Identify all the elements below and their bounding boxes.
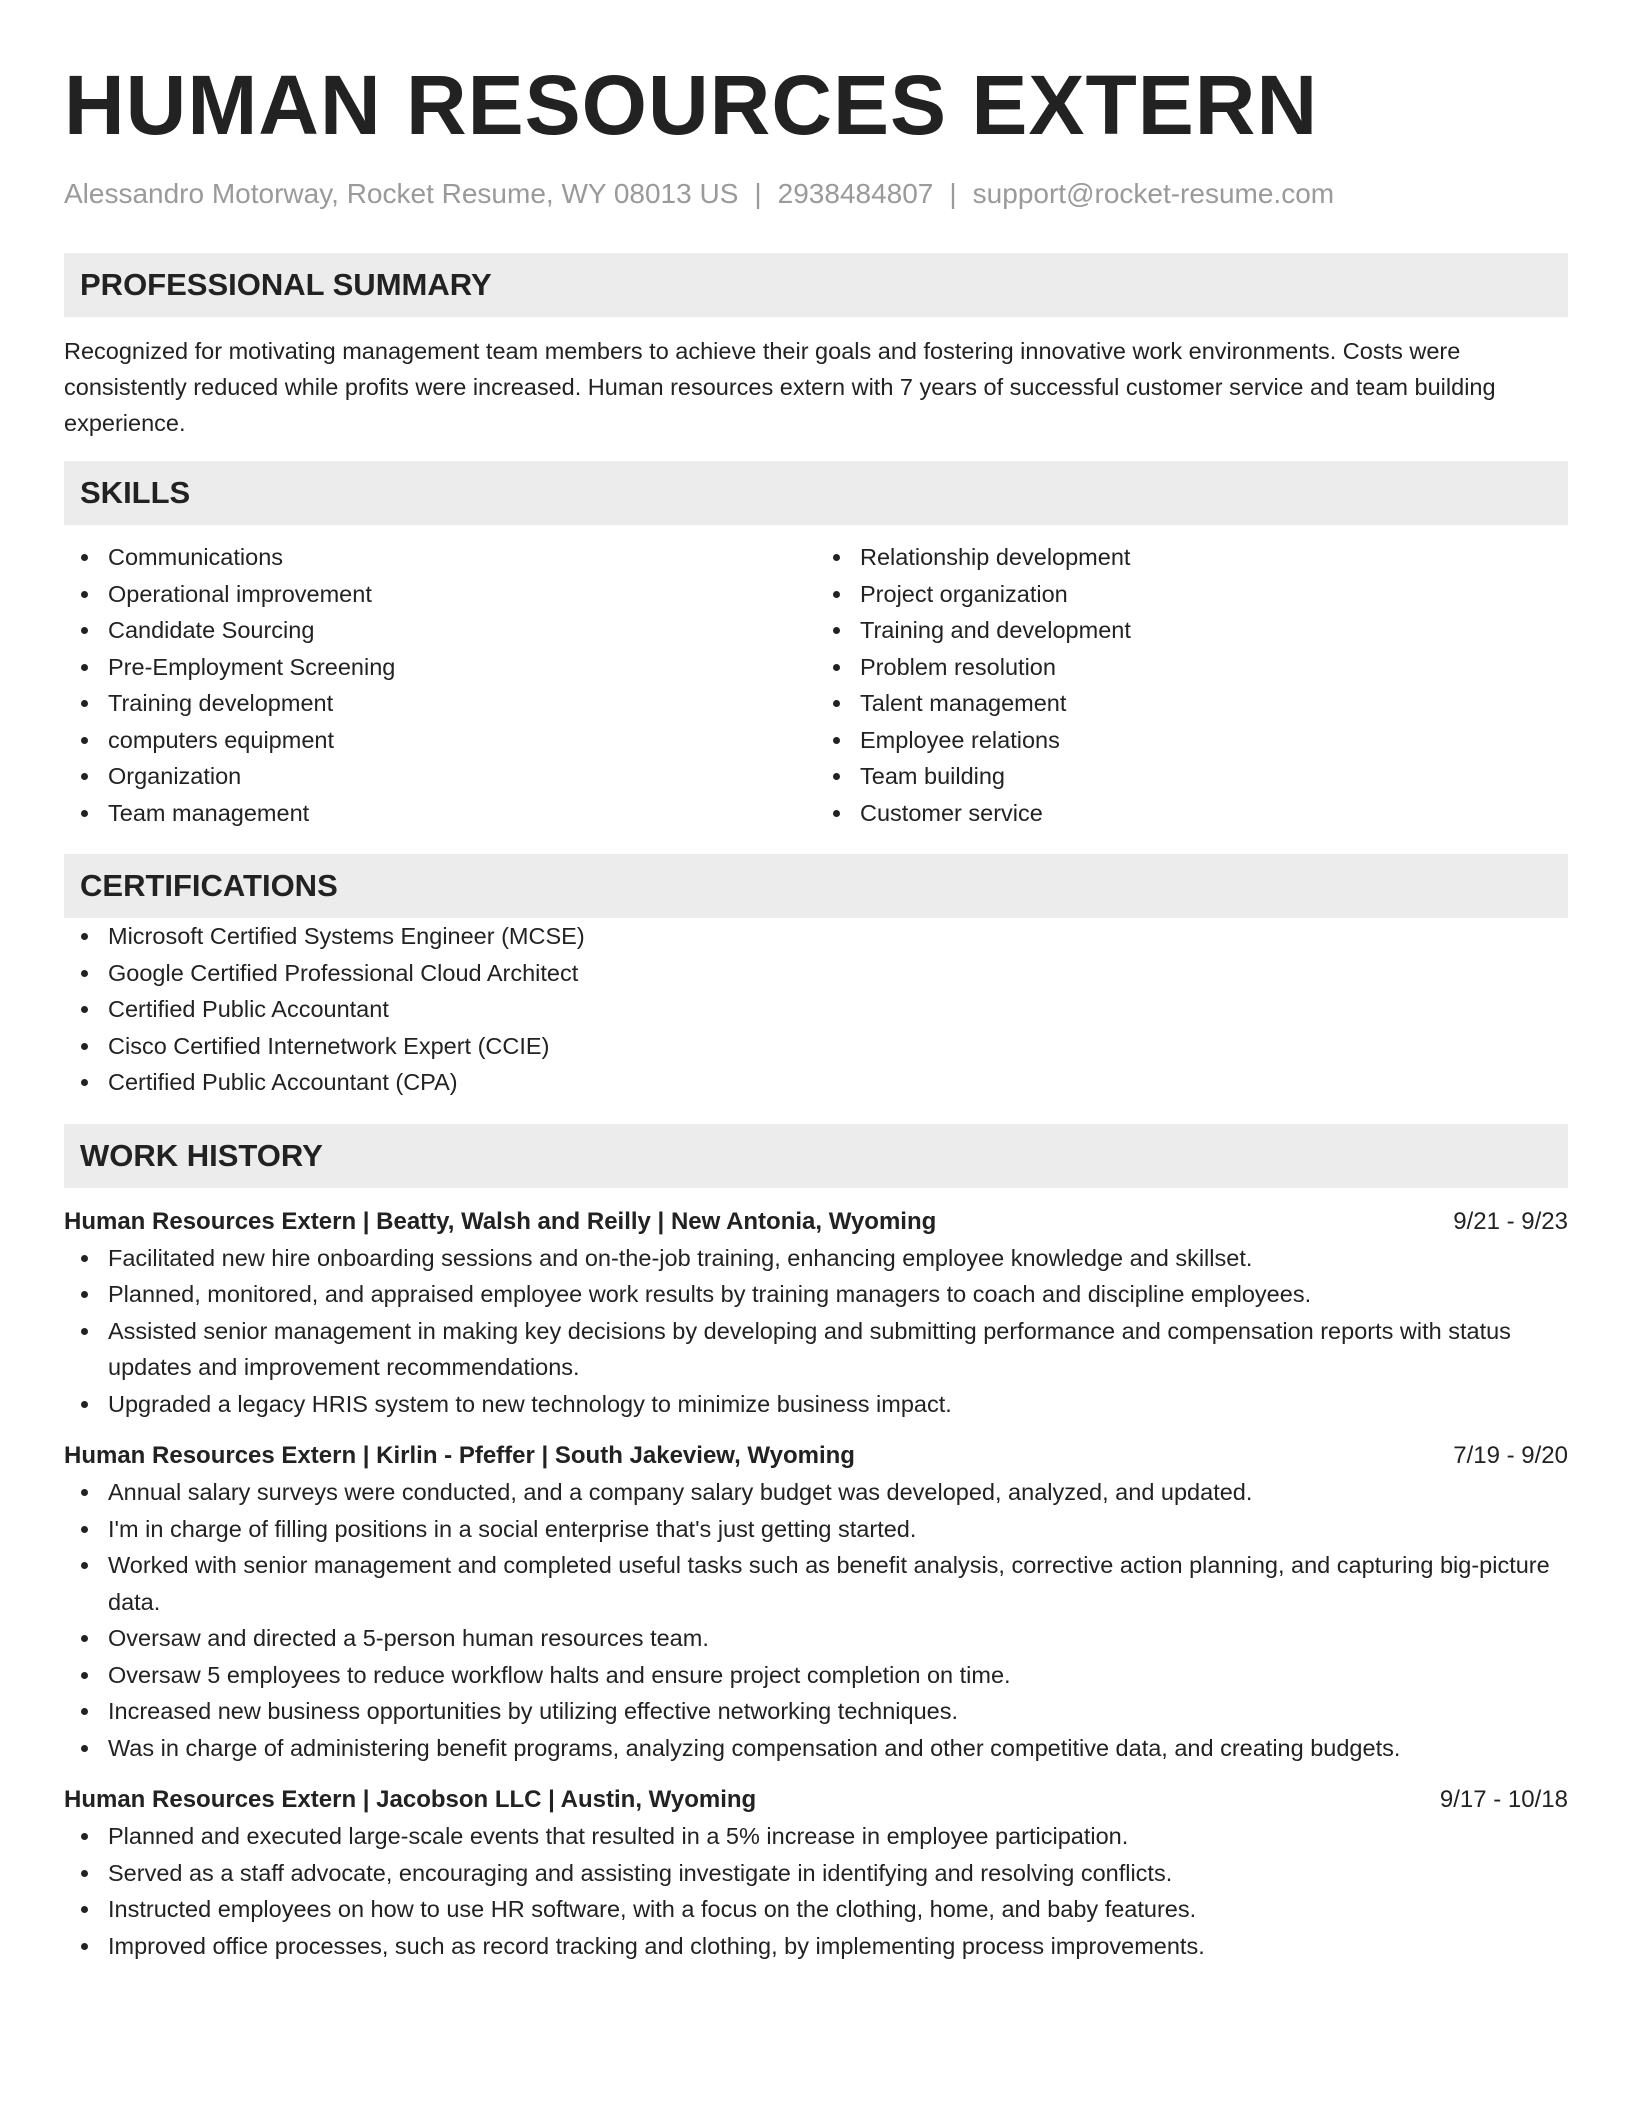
list-item: Google Certified Professional Cloud Architect xyxy=(64,955,1568,992)
skills-column-left xyxy=(64,539,816,831)
list-item: Microsoft Certified Systems Engineer (MCSE) xyxy=(64,918,1568,955)
contact-separator: | xyxy=(949,178,957,209)
list-item: Planned and executed large-scale events that resulted in a 5% increase in employee participation. xyxy=(64,1818,1568,1855)
certifications-list xyxy=(64,918,1568,1101)
job-bullets xyxy=(64,1818,1568,1964)
list-item: Upgraded a legacy HRIS system to new technology to minimize business impact. xyxy=(64,1386,1568,1423)
list-item: Candidate Sourcing xyxy=(64,612,816,649)
list-item: Team building xyxy=(816,758,1568,795)
job-bullets xyxy=(64,1474,1568,1766)
job-entry xyxy=(64,1782,1568,1964)
list-item: Served as a staff advocate, encouraging and assisting investigate in identifying and resolving conflicts. xyxy=(64,1855,1568,1892)
list-item: Problem resolution xyxy=(816,649,1568,686)
job-header xyxy=(64,1782,1568,1818)
summary-text: Recognized for motivating management team members to achieve their goals and fostering innovative work environments. Costs were consistently reduced while profits were increased. Human resources extern with 7 years of successful customer service and team building experience. xyxy=(64,338,1496,436)
job-title: Human Resources Extern | Beatty, Walsh and Reilly | New Antonia, Wyoming xyxy=(64,1207,937,1235)
list-item: Communications xyxy=(64,539,816,576)
list-item: Relationship development xyxy=(816,539,1568,576)
list-item: Was in charge of administering benefit programs, analyzing compensation and other competitive data, and creating budgets. xyxy=(64,1730,1568,1767)
list-item: Project organization xyxy=(816,576,1568,613)
list-item: Oversaw and directed a 5-person human resources team. xyxy=(64,1620,1568,1657)
job-entry xyxy=(64,1438,1568,1766)
job-dates: 9/21 - 9/23 xyxy=(1453,1207,1568,1235)
list-item: Team management xyxy=(64,795,816,832)
contact-separator: | xyxy=(754,178,762,209)
job-title: Human Resources Extern | Kirlin - Pfeffer | South Jakeview, Wyoming xyxy=(64,1442,855,1469)
list-item: Instructed employees on how to use HR software, with a focus on the clothing, home, and baby features. xyxy=(64,1891,1568,1928)
job-header xyxy=(64,1204,1568,1240)
job-bullets xyxy=(64,1240,1568,1423)
list-item: Oversaw 5 employees to reduce workflow halts and ensure project completion on time. xyxy=(64,1657,1568,1694)
list-item: Operational improvement xyxy=(64,576,816,613)
list-item: Facilitated new hire onboarding sessions and on-the-job training, enhancing employee knowledge and skillset. xyxy=(64,1240,1568,1277)
list-item: Employee relations xyxy=(816,722,1568,759)
list-item: Certified Public Accountant (CPA) xyxy=(64,1064,1568,1101)
list-item: Worked with senior management and completed useful tasks such as benefit analysis, corrective action planning, and capturing big-picture data. xyxy=(64,1547,1568,1620)
work-history xyxy=(64,1204,1568,1965)
list-item: Annual salary surveys were conducted, and a company salary budget was developed, analyzed, and updated. xyxy=(64,1474,1568,1511)
list-item: Training and development xyxy=(816,612,1568,649)
job-entry xyxy=(64,1204,1568,1423)
list-item: Customer service xyxy=(816,795,1568,832)
contact-address: Alessandro Motorway, Rocket Resume, WY 08013 US xyxy=(64,178,739,209)
contact-phone: 2938484807 xyxy=(777,178,934,209)
list-item: Organization xyxy=(64,758,816,795)
list-item: Improved office processes, such as record tracking and clothing, by implementing process improvements. xyxy=(64,1928,1568,1965)
job-title: Human Resources Extern | Jacobson LLC | Austin, Wyoming xyxy=(64,1786,757,1813)
section-heading-summary: PROFESSIONAL SUMMARY xyxy=(64,253,1568,317)
job-dates: 9/17 - 10/18 xyxy=(1439,1786,1568,1813)
list-item: Assisted senior management in making key decisions by developing and submitting performance and compensation reports with status updates and improvement recommendations. xyxy=(64,1313,1568,1386)
section-heading-certifications: CERTIFICATIONS xyxy=(64,854,1568,918)
list-item: Cisco Certified Internetwork Expert (CCIE) xyxy=(64,1028,1568,1065)
job-header xyxy=(64,1438,1568,1474)
list-item: Training development xyxy=(64,685,816,722)
list-item: Pre-Employment Screening xyxy=(64,649,816,686)
contact-email: support@rocket-resume.com xyxy=(972,178,1335,209)
job-dates: 7/19 - 9/20 xyxy=(1453,1442,1568,1469)
section-heading-skills: SKILLS xyxy=(64,461,1568,525)
list-item: Talent management xyxy=(816,685,1568,722)
list-item: Increased new business opportunities by utilizing effective networking techniques. xyxy=(64,1693,1568,1730)
contact-line xyxy=(64,174,1568,214)
list-item: Certified Public Accountant xyxy=(64,991,1568,1028)
list-item: I'm in charge of filling positions in a social enterprise that's just getting started. xyxy=(64,1511,1568,1548)
list-item: Planned, monitored, and appraised employee work results by training managers to coach and discipline employees. xyxy=(64,1276,1568,1313)
skills-column-right xyxy=(816,539,1568,831)
candidate-name: HUMAN RESOURCES EXTERN xyxy=(64,58,1319,152)
list-item: computers equipment xyxy=(64,722,816,759)
skills-grid xyxy=(64,539,1568,831)
section-heading-work-history: WORK HISTORY xyxy=(64,1124,1568,1188)
